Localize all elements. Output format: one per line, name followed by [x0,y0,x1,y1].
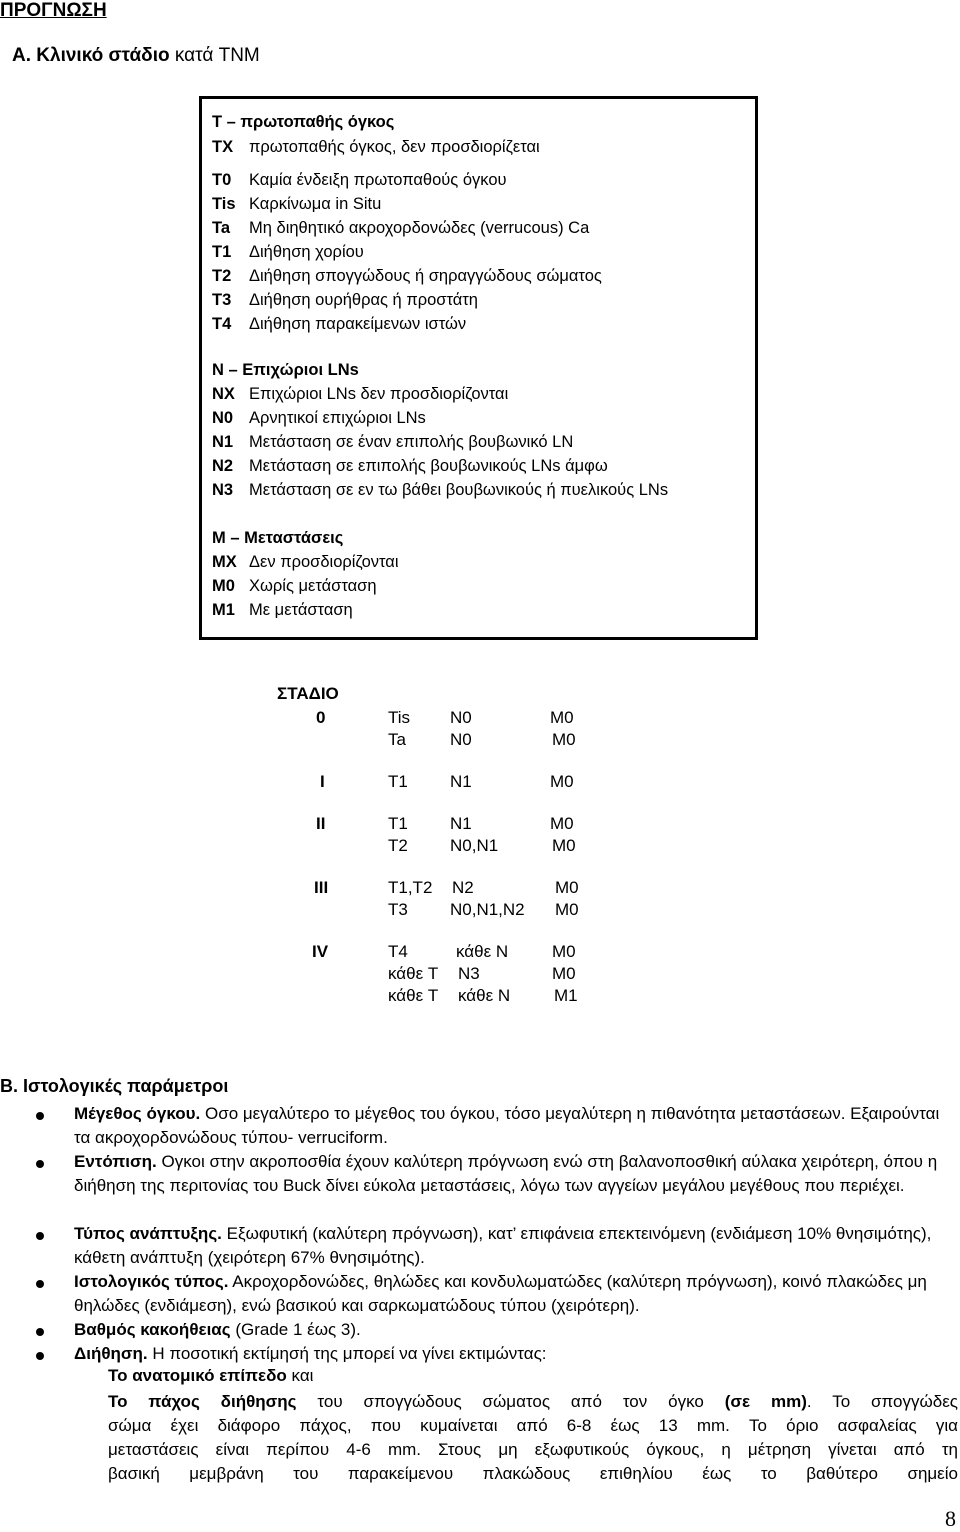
bullet-label: Βαθμός κακοήθειας [74,1320,231,1339]
n-item [212,457,608,476]
n-item [212,409,426,428]
m-text: Χωρίς μετάσταση [249,577,377,595]
m-text: Δεν προσδιορίζονται [249,553,399,571]
t-code: Ta [212,219,231,237]
bullet-text [74,1270,954,1318]
bullet-label: Μέγεθος όγκου. [74,1104,201,1123]
stage-n-cell: N1 [450,772,472,791]
stage-label: II [316,814,326,833]
stage-m-cell: M0 [555,900,579,919]
m-code: Μ1 [212,601,235,619]
bullet-label: Διήθηση. [74,1344,148,1363]
n-code: N0 [212,409,234,427]
m-text: Με μετάσταση [249,601,353,619]
t-heading: Τ – πρωτοπαθής όγκος [212,113,395,131]
stage-n-cell: N0 [450,708,472,727]
page-number: 8 [945,1506,956,1531]
paragraph-line: μεταστάσεις είναι περίπου 4-6 mm. Στους μη εξωφυτικούς όγκους, η μέτρηση γίνεται από τη [108,1440,958,1459]
staging-heading: ΣΤΑΔΙΟ [277,684,339,703]
stage-label: 0 [316,708,326,727]
stage-t-cell: T1,T2 [388,878,433,897]
n-item [212,433,573,452]
n-code: N3 [212,481,234,499]
t-text: Καμία ένδειξη πρωτοπαθούς όγκου [249,171,507,189]
stage-t-cell: κάθε T [388,986,439,1005]
stage-m-cell: M0 [552,836,576,855]
t-code: Tis [212,195,236,213]
n-item [212,481,668,500]
bullet-body: Η ποσοτική εκτίμησή της μπορεί να γίνει εκτιμώντας: [147,1344,547,1363]
invasion-anatomic-level [108,1366,313,1386]
t-item [212,315,466,334]
t-item [212,291,478,310]
tnm-classification-box [199,96,758,640]
stage-m-cell: M0 [552,730,576,749]
stage-n-cell: N0 [450,730,472,749]
paragraph-line: βασική μεμβράνη του παρακείμενου πλακώδους επιθηλίου έως το βαθύτερο σημείο [108,1464,958,1483]
bullet-icon [36,1328,44,1336]
n-text: Επιχώριοι LNs δεν προσδιορίζονται [249,385,509,403]
t-item [212,195,381,214]
stage-t-cell: κάθε T [388,964,439,983]
n-text: Μετάσταση σε επιπολής βουβωνικούς LNs άμφω [249,457,608,475]
bullet-icon [36,1112,44,1120]
thickness-unit: (σε mm) [724,1392,807,1411]
n-text: Μετάσταση σε έναν επιπολής βουβωνικό LN [249,433,574,451]
t-code: Τ3 [212,291,232,309]
bullet-body: Εξωφυτική (καλύτερη πρόγνωση), κατ’ επιφάνεια επεκτεινόμενη (ενδιάμεση 10% θνησιμότης), κάθετη ανάπτυξη (χειρότερη 67% θνησιμότης). [74,1224,932,1267]
m-heading: Μ – Μεταστάσεις [212,529,344,547]
stage-label: I [320,772,325,791]
m-item [212,601,353,620]
bullet-text [74,1222,954,1270]
section-b-heading: Β. Ιστολογικές παράμετροι [0,1076,229,1096]
stage-m-cell: M0 [552,942,576,961]
stage-n-cell: N1 [450,814,472,833]
invasion-thickness-paragraph [108,1390,958,1486]
t-code: Τ2 [212,267,232,285]
paragraph-line [108,1390,958,1414]
t-text: Διήθηση παρακείμενων ιστών [249,315,467,333]
staging-table [270,684,690,1014]
t-text: Καρκίνωμα in Situ [249,195,382,213]
stage-n-cell: κάθε N [458,986,511,1005]
t-code: Τ1 [212,243,232,261]
stage-n-cell: N0,N1 [450,836,499,855]
stage-t-cell: T1 [388,814,408,833]
stage-t-cell: Ta [388,730,406,749]
n-code: N1 [212,433,234,451]
m-code: ΜΧ [212,553,237,571]
invasion-anatomic-label: Το ανατομικό επίπεδο [108,1366,287,1385]
bullet-body: Ογκοι στην ακροποσθία έχουν καλύτερη πρόγνωση ενώ στη βαλανοποσθική αύλακα χειρότερη, όπου η διήθηση της περιτονίας του Buck δίνει εύκολα μεταστάσεις, λόγω των αγγείων μεγάλου μεγέθους που περιέχει. [74,1152,938,1195]
bullet-text [74,1102,954,1150]
section-a-heading [12,45,260,67]
t-code: ΤΧ [212,138,234,156]
stage-m-cell: M1 [554,986,578,1005]
n-text: Μετάσταση σε εν τω βάθει βουβωνικούς ή πυελικούς LNs [249,481,669,499]
m-item [212,577,377,596]
t-text: Διήθηση σπογγώδους ή σηραγγώδους σώματος [249,267,602,285]
stage-label: IV [312,942,329,961]
bullet-body: (Grade 1 έως 3). [230,1320,361,1339]
n-text: Αρνητικοί επιχώριοι LNs [249,409,426,427]
stage-t-cell: T3 [388,900,408,919]
bullet-body: Οσο μεγαλύτερο το μέγεθος του όγκου, τόσο μεγαλύτερη η πιθανότητα μεταστάσεων. Εξαιρούνται τα ακροχορδονώδους τύπου- verruciform. [74,1104,940,1147]
bullet-icon [36,1352,44,1360]
stage-m-cell: M0 [555,878,579,897]
t-item [212,243,364,262]
stage-n-cell: N3 [458,964,480,983]
t-text: Μη διηθητικό ακροχορδονώδες (verrucous) Ca [249,219,590,237]
bullet-text [74,1318,954,1342]
thickness-text-end: . Το σπογγώδες [806,1392,958,1411]
stage-m-cell: M0 [550,814,574,833]
t-item [212,267,602,286]
invasion-anatomic-rest: και [286,1366,314,1385]
page-title: ΠΡΟΓΝΩΣΗ [0,0,107,21]
paragraph-line: σώμα έχει διάφορο πάχος, που κυμαίνεται από 6-8 έως 13 mm. Το όριο ασφαλείας για [108,1416,958,1435]
stage-n-cell: N0,N1,N2 [450,900,525,919]
stage-m-cell: M0 [550,772,574,791]
t-text: πρωτοπαθής όγκος, δεν προσδιορίζεται [249,138,540,156]
stage-t-cell: T2 [388,836,408,855]
t-item [212,219,589,238]
stage-n-cell: κάθε N [456,942,509,961]
t-item [212,138,540,157]
n-heading: Ν – Επιχώριοι LNs [212,361,359,379]
bullet-label: Εντόπιση. [74,1152,157,1171]
bullet-icon [36,1280,44,1288]
t-code: Τ4 [212,315,232,333]
section-a-prefix: Α. Κλινικό στάδιο [12,45,170,66]
bullet-label: Ιστολογικός τύπος. [74,1272,229,1291]
bullet-icon [36,1160,44,1168]
bullet-text [74,1342,954,1366]
bullet-icon [36,1232,44,1240]
stage-m-cell: M0 [552,964,576,983]
t-text: Διήθηση ουρήθρας ή προστάτη [249,291,478,309]
stage-m-cell: M0 [550,708,574,727]
t-code: Τ0 [212,171,232,189]
thickness-label: Το πάχος διήθησης [108,1392,297,1411]
stage-n-cell: N2 [452,878,474,897]
n-item [212,385,508,404]
section-a-suffix: κατά TNM [169,45,260,66]
t-text: Διήθηση χορίου [249,243,364,261]
stage-t-cell: T1 [388,772,408,791]
t-item [212,171,507,190]
bullet-body: Ακροχορδονώδες, θηλώδες και κονδυλωματώδες (καλύτερη πρόγνωση), κοινό πλακώδες μη θηλώδες (ενδιάμεση), ενώ βασικού και σαρκωματώδους τύπου (χειρότερη). [74,1272,927,1315]
bullet-label: Τύπος ανάπτυξης. [74,1224,222,1243]
stage-label: III [314,878,329,897]
thickness-text: του σπογγώδους σώματος από τον όγκο [296,1392,725,1411]
n-code: NX [212,385,235,403]
m-item [212,553,399,572]
n-code: N2 [212,457,234,475]
stage-t-cell: T4 [388,942,408,961]
bullet-text [74,1150,954,1198]
m-code: Μ0 [212,577,235,595]
stage-t-cell: Tis [388,708,411,727]
